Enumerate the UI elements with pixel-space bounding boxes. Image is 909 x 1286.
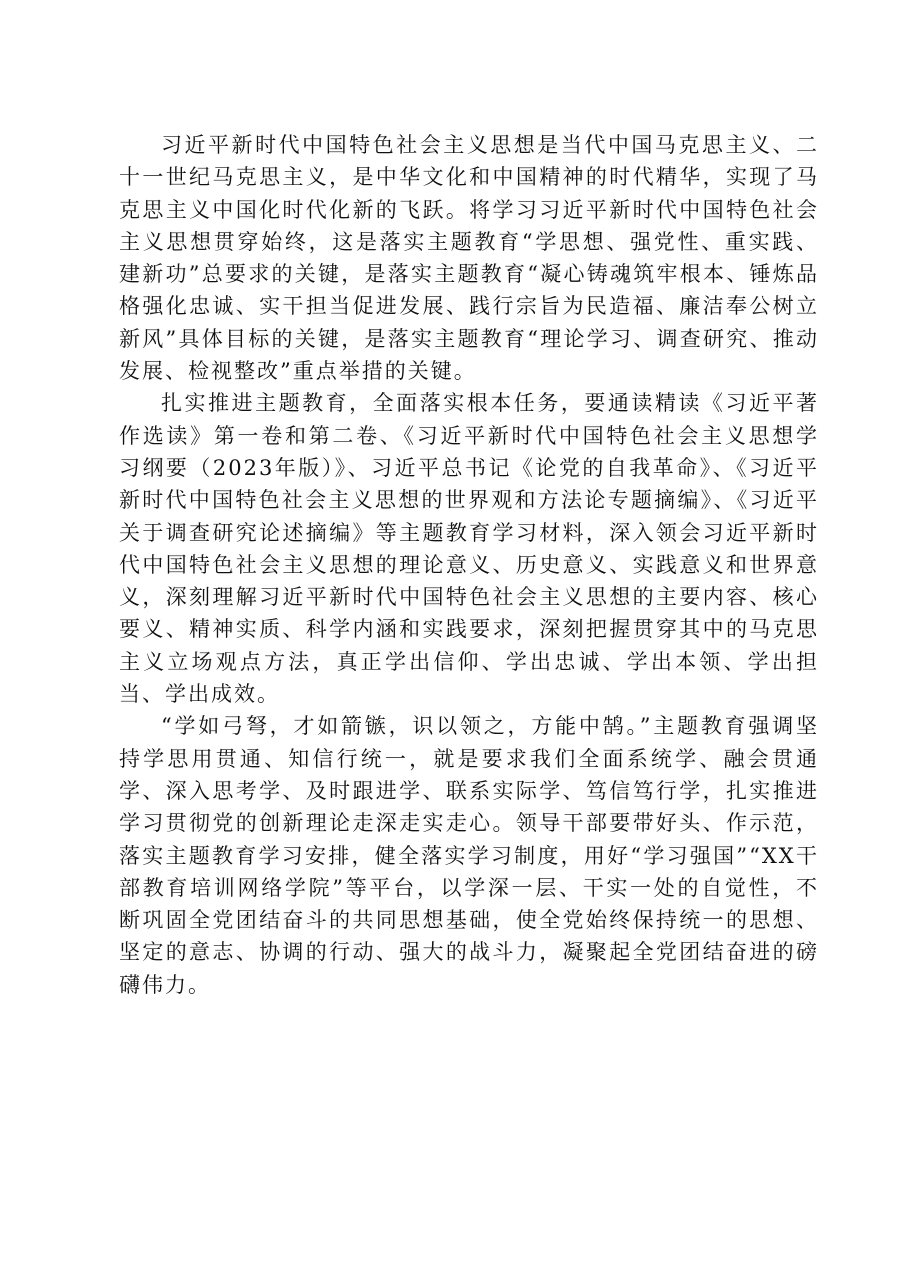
paragraph-3: “学如弓弩，才如箭镞，识以领之，方能中鹄。”主题教育强调坚持学思用贯通、知信行统一，就是要求我们全面系统学、融会贯通学、深入思考学、及时跟进学、联系实际学、笃信笃行学，扎实推进学习贯彻党的创新理论走深走实走心。领导干部要带好头、作示范，落实主题教育学习安排，健全落实学习制度，用好“学习强国”“XX干部教育培训网络学院”等平台，以学深一层、干实一处的自觉性，不断巩固全党团结奋斗的共同思想基础，使全党始终保持统一的思想、坚定的意志、协调的行动、强大的战斗力，凝聚起全党团结奋进的磅礴伟力。 bbox=[119, 714, 819, 997]
document-body bbox=[119, 129, 819, 1001]
paragraph-1: 习近平新时代中国特色社会主义思想是当代中国马克思主义、二十一世纪马克思主义，是中华文化和中国精神的时代精华，实现了马克思主义中国化时代化新的飞跃。将学习习近平新时代中国特色社会主义思想贯穿始终，这是落实主题教育“学思想、强党性、重实践、建新功”总要求的关键，是落实主题教育“凝心铸魂筑牢根本、锤炼品格强化忠诚、实干担当促进发展、践行宗旨为民造福、廉洁奉公树立新风”具体目标的关键，是落实主题教育“理论学习、调查研究、推动发展、检视整改”重点举措的关键。 bbox=[119, 133, 819, 384]
paragraph-2: 扎实推进主题教育，全面落实根本任务，要通读精读《习近平著作选读》第一卷和第二卷、《习近平新时代中国特色社会主义思想学习纲要（2023年版）》、习近平总书记《论党的自我革命》、《习近平新时代中国特色社会主义思想的世界观和方法论专题摘编》、《习近平关于调查研究论述摘编》等主题教育学习材料，深入领会习近平新时代中国特色社会主义思想的理论意义、历史意义、实践意义和世界意义，深刻理解习近平新时代中国特色社会主义思想的主要内容、核心要义、精神实质、科学内涵和实践要求，深刻把握贯穿其中的马克思主义立场观点方法，真正学出信仰、学出忠诚、学出本领、学出担当、学出成效。 bbox=[119, 391, 819, 707]
